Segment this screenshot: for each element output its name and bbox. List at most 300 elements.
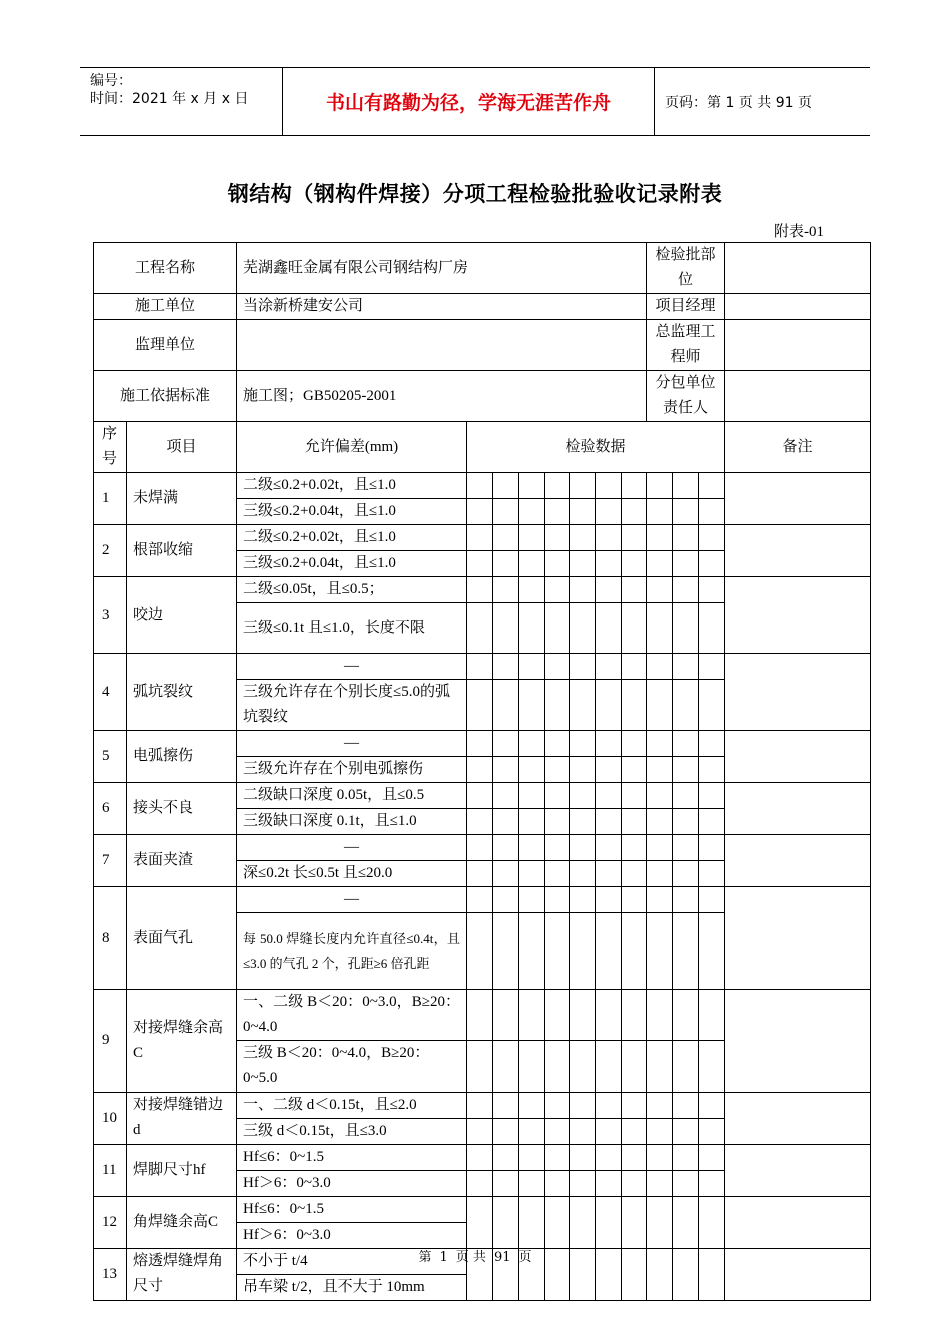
data-cell[interactable] <box>493 990 519 1041</box>
data-cell[interactable] <box>699 577 725 603</box>
data-cell[interactable] <box>647 835 673 861</box>
header-motto: 书山有路勤为径，学海无涯苦作舟 <box>282 68 655 135</box>
data-cell[interactable] <box>647 1118 673 1144</box>
data-cell[interactable] <box>545 835 570 861</box>
data-cell[interactable] <box>596 1118 622 1144</box>
data-cell[interactable] <box>647 1092 673 1118</box>
data-cell[interactable] <box>622 757 647 783</box>
data-cell[interactable] <box>622 473 647 499</box>
data-cell[interactable] <box>647 680 673 731</box>
data-cell[interactable] <box>673 473 699 499</box>
data-cell[interactable] <box>545 861 570 887</box>
data-cell[interactable] <box>467 757 493 783</box>
data-cell[interactable] <box>647 887 673 913</box>
data-cell[interactable] <box>545 499 570 525</box>
data-cell[interactable] <box>699 809 725 835</box>
footer-mid: 页 共 <box>455 1250 486 1265</box>
data-cell[interactable] <box>519 1196 545 1248</box>
data-cell[interactable] <box>545 680 570 731</box>
chief-engineer-label: 总监理工程师 <box>647 320 725 371</box>
data-cell[interactable] <box>622 525 647 551</box>
row-tolerance: 二级缺口深度 0.05t，且≤0.5 <box>237 783 467 809</box>
row-tolerance: Hf≤6：0~1.5 <box>237 1196 467 1222</box>
data-cell[interactable] <box>699 654 725 680</box>
data-cell[interactable] <box>493 551 519 577</box>
data-cell[interactable] <box>673 603 699 654</box>
data-cell[interactable] <box>647 551 673 577</box>
data-cell[interactable] <box>596 990 622 1041</box>
data-cell[interactable] <box>493 1144 519 1170</box>
row-seq: 3 <box>94 577 127 654</box>
data-cell[interactable] <box>699 499 725 525</box>
data-cell[interactable] <box>467 680 493 731</box>
data-cell[interactable] <box>519 1041 545 1092</box>
data-cell[interactable] <box>467 809 493 835</box>
data-cell[interactable] <box>467 603 493 654</box>
data-cell[interactable] <box>493 473 519 499</box>
row-item-name: 角焊缝余高C <box>127 1196 237 1248</box>
row-tolerance: — <box>237 835 467 861</box>
data-cell[interactable] <box>519 757 545 783</box>
data-cell[interactable] <box>673 757 699 783</box>
construction-unit-label: 施工单位 <box>94 294 237 320</box>
data-cell[interactable] <box>699 757 725 783</box>
data-cell[interactable] <box>519 499 545 525</box>
data-cell[interactable] <box>467 731 493 757</box>
data-cell[interactable] <box>596 913 622 990</box>
data-cell[interactable] <box>570 1041 596 1092</box>
data-cell[interactable] <box>647 783 673 809</box>
project-manager-label: 项目经理 <box>647 294 725 320</box>
data-cell[interactable] <box>622 680 647 731</box>
data-cell[interactable] <box>699 1144 725 1170</box>
row-remark[interactable] <box>725 783 871 835</box>
data-cell[interactable] <box>570 499 596 525</box>
data-cell[interactable] <box>493 913 519 990</box>
data-cell[interactable] <box>596 1170 622 1196</box>
data-cell[interactable] <box>673 861 699 887</box>
data-cell[interactable] <box>673 499 699 525</box>
data-cell[interactable] <box>467 473 493 499</box>
data-cell[interactable] <box>493 887 519 913</box>
row-item-name: 电弧擦伤 <box>127 731 237 783</box>
data-cell[interactable] <box>673 1170 699 1196</box>
data-cell[interactable] <box>673 809 699 835</box>
data-cell[interactable] <box>622 835 647 861</box>
data-cell[interactable] <box>647 1196 673 1248</box>
data-cell[interactable] <box>699 1041 725 1092</box>
data-cell[interactable] <box>545 1144 570 1170</box>
data-cell[interactable] <box>596 809 622 835</box>
data-cell[interactable] <box>596 887 622 913</box>
data-cell[interactable] <box>570 577 596 603</box>
data-cell[interactable] <box>467 1196 493 1248</box>
data-cell[interactable] <box>570 783 596 809</box>
data-cell[interactable] <box>570 680 596 731</box>
data-cell[interactable] <box>519 1118 545 1144</box>
row-remark[interactable] <box>725 1092 871 1144</box>
row-seq: 12 <box>94 1196 127 1248</box>
data-cell[interactable] <box>622 603 647 654</box>
data-cell[interactable] <box>596 499 622 525</box>
row-seq: 8 <box>94 887 127 990</box>
row-seq: 10 <box>94 1092 127 1144</box>
row-tolerance: 三级允许存在个别电弧擦伤 <box>237 757 467 783</box>
data-cell[interactable] <box>570 887 596 913</box>
data-cell[interactable] <box>673 1144 699 1170</box>
col-header-data: 检验数据 <box>467 422 725 473</box>
data-cell[interactable] <box>493 654 519 680</box>
data-cell[interactable] <box>647 757 673 783</box>
data-cell[interactable] <box>622 783 647 809</box>
data-cell[interactable] <box>673 1041 699 1092</box>
row-tolerance: — <box>237 887 467 913</box>
data-cell[interactable] <box>545 1041 570 1092</box>
data-cell[interactable] <box>545 757 570 783</box>
subcontractor-value <box>725 371 871 422</box>
inspection-row <box>94 1196 871 1222</box>
data-cell[interactable] <box>519 473 545 499</box>
data-cell[interactable] <box>647 577 673 603</box>
data-cell[interactable] <box>647 731 673 757</box>
data-cell[interactable] <box>570 809 596 835</box>
data-cell[interactable] <box>673 913 699 990</box>
data-cell[interactable] <box>673 680 699 731</box>
data-cell[interactable] <box>467 499 493 525</box>
data-cell[interactable] <box>570 551 596 577</box>
data-cell[interactable] <box>519 1170 545 1196</box>
data-cell[interactable] <box>545 525 570 551</box>
data-cell[interactable] <box>467 1144 493 1170</box>
data-cell[interactable] <box>699 1118 725 1144</box>
data-cell[interactable] <box>467 1170 493 1196</box>
supervision-unit-label: 监理单位 <box>94 320 237 371</box>
data-cell[interactable] <box>596 551 622 577</box>
row-remark[interactable] <box>725 1144 871 1196</box>
row-remark[interactable] <box>725 577 871 654</box>
data-cell[interactable] <box>570 913 596 990</box>
data-cell[interactable] <box>699 913 725 990</box>
data-cell[interactable] <box>673 1118 699 1144</box>
data-cell[interactable] <box>493 680 519 731</box>
data-cell[interactable] <box>673 1092 699 1118</box>
data-cell[interactable] <box>570 654 596 680</box>
row-seq: 7 <box>94 835 127 887</box>
col-header-seq: 序号 <box>94 422 127 473</box>
data-cell[interactable] <box>570 1170 596 1196</box>
data-cell[interactable] <box>647 1144 673 1170</box>
data-cell[interactable] <box>673 887 699 913</box>
data-cell[interactable] <box>699 783 725 809</box>
data-cell[interactable] <box>519 1092 545 1118</box>
data-cell[interactable] <box>647 473 673 499</box>
data-cell[interactable] <box>622 990 647 1041</box>
data-cell[interactable] <box>596 861 622 887</box>
data-cell[interactable] <box>519 603 545 654</box>
row-tolerance: 三级≤0.1t 且≤1.0，长度不限 <box>237 603 467 654</box>
data-cell[interactable] <box>596 731 622 757</box>
data-cell[interactable] <box>493 731 519 757</box>
data-cell[interactable] <box>622 1118 647 1144</box>
data-cell[interactable] <box>699 990 725 1041</box>
page-footer <box>0 1246 950 1265</box>
inspection-row <box>94 577 871 603</box>
data-cell[interactable] <box>596 473 622 499</box>
data-cell[interactable] <box>622 1144 647 1170</box>
data-cell[interactable] <box>570 1118 596 1144</box>
row-item-name: 未焊满 <box>127 473 237 525</box>
data-cell[interactable] <box>673 783 699 809</box>
data-cell[interactable] <box>647 499 673 525</box>
row-seq: 4 <box>94 654 127 731</box>
row-tolerance: 三级≤0.2+0.04t，且≤1.0 <box>237 551 467 577</box>
data-cell[interactable] <box>647 654 673 680</box>
data-cell[interactable] <box>596 1041 622 1092</box>
row-item-name: 对接焊缝错边d <box>127 1092 237 1144</box>
data-cell[interactable] <box>545 1092 570 1118</box>
data-cell[interactable] <box>570 1144 596 1170</box>
data-cell[interactable] <box>647 603 673 654</box>
data-cell[interactable] <box>467 654 493 680</box>
data-cell[interactable] <box>622 654 647 680</box>
row-item-name: 熔透焊缝焊角尺寸 <box>127 1248 237 1300</box>
data-cell[interactable] <box>673 577 699 603</box>
data-cell[interactable] <box>493 499 519 525</box>
data-cell[interactable] <box>545 654 570 680</box>
inspection-row <box>94 990 871 1041</box>
data-cell[interactable] <box>622 499 647 525</box>
data-cell[interactable] <box>545 1170 570 1196</box>
inspection-row <box>94 525 871 551</box>
data-cell[interactable] <box>493 603 519 654</box>
row-seq: 1 <box>94 473 127 525</box>
row-tolerance: 一、二级 B＜20：0~3.0，B≥20：0~4.0 <box>237 990 467 1041</box>
data-cell[interactable] <box>622 861 647 887</box>
row-remark[interactable] <box>725 835 871 887</box>
data-cell[interactable] <box>647 525 673 551</box>
data-cell[interactable] <box>596 654 622 680</box>
data-cell[interactable] <box>596 603 622 654</box>
data-cell[interactable] <box>673 1196 699 1248</box>
data-cell[interactable] <box>622 1196 647 1248</box>
data-cell[interactable] <box>545 731 570 757</box>
data-cell[interactable] <box>545 1118 570 1144</box>
data-cell[interactable] <box>622 1041 647 1092</box>
row-seq: 5 <box>94 731 127 783</box>
data-cell[interactable] <box>467 1092 493 1118</box>
data-cell[interactable] <box>519 525 545 551</box>
data-cell[interactable] <box>519 731 545 757</box>
data-cell[interactable] <box>570 835 596 861</box>
data-cell[interactable] <box>673 525 699 551</box>
data-cell[interactable] <box>622 551 647 577</box>
data-cell[interactable] <box>467 577 493 603</box>
data-cell[interactable] <box>493 783 519 809</box>
data-cell[interactable] <box>545 809 570 835</box>
data-cell[interactable] <box>493 1041 519 1092</box>
row-item-name: 接头不良 <box>127 783 237 835</box>
data-cell[interactable] <box>647 809 673 835</box>
data-cell[interactable] <box>596 783 622 809</box>
data-cell[interactable] <box>622 731 647 757</box>
chief-engineer-value <box>725 320 871 371</box>
data-cell[interactable] <box>570 731 596 757</box>
data-cell[interactable] <box>519 913 545 990</box>
data-cell[interactable] <box>596 525 622 551</box>
data-cell[interactable] <box>570 1196 596 1248</box>
row-tolerance: Hf＞6：0~3.0 <box>237 1170 467 1196</box>
row-tolerance: — <box>237 654 467 680</box>
row-remark[interactable] <box>725 887 871 990</box>
data-cell[interactable] <box>467 990 493 1041</box>
inspection-row <box>94 835 871 861</box>
data-cell[interactable] <box>519 835 545 861</box>
row-tolerance: 三级缺口深度 0.1t，且≤1.0 <box>237 809 467 835</box>
data-cell[interactable] <box>545 1196 570 1248</box>
data-cell[interactable] <box>545 913 570 990</box>
data-cell[interactable] <box>467 913 493 990</box>
data-cell[interactable] <box>545 887 570 913</box>
data-cell[interactable] <box>493 1170 519 1196</box>
data-cell[interactable] <box>519 577 545 603</box>
header-page-info: 页码：第 1 页 共 91 页 <box>665 94 812 111</box>
data-cell[interactable] <box>467 835 493 861</box>
data-cell[interactable] <box>467 1118 493 1144</box>
project-name-value: 芜湖鑫旺金属有限公司钢结构厂房 <box>237 243 647 294</box>
data-cell[interactable] <box>647 913 673 990</box>
data-cell[interactable] <box>570 473 596 499</box>
data-cell[interactable] <box>622 577 647 603</box>
row-remark[interactable] <box>725 1196 871 1248</box>
row-tolerance: 二级≤0.2+0.02t，且≤1.0 <box>237 473 467 499</box>
data-cell[interactable] <box>673 551 699 577</box>
data-cell[interactable] <box>493 1092 519 1118</box>
data-cell[interactable] <box>622 1170 647 1196</box>
data-cell[interactable] <box>467 861 493 887</box>
row-seq: 13 <box>94 1248 127 1300</box>
row-remark[interactable] <box>725 654 871 731</box>
row-tolerance: 二级≤0.05t，且≤0.5； <box>237 577 467 603</box>
data-cell[interactable] <box>699 551 725 577</box>
row-tolerance: 三级 d＜0.15t，且≤3.0 <box>237 1118 467 1144</box>
data-cell[interactable] <box>699 861 725 887</box>
data-cell[interactable] <box>545 783 570 809</box>
data-cell[interactable] <box>596 835 622 861</box>
row-remark[interactable] <box>725 473 871 525</box>
data-cell[interactable] <box>570 990 596 1041</box>
data-cell[interactable] <box>545 990 570 1041</box>
data-cell[interactable] <box>570 861 596 887</box>
data-cell[interactable] <box>622 887 647 913</box>
data-cell[interactable] <box>622 1092 647 1118</box>
data-cell[interactable] <box>570 525 596 551</box>
data-cell[interactable] <box>519 887 545 913</box>
data-cell[interactable] <box>519 1144 545 1170</box>
data-cell[interactable] <box>647 861 673 887</box>
data-cell[interactable] <box>647 1170 673 1196</box>
data-cell[interactable] <box>673 990 699 1041</box>
data-cell[interactable] <box>699 1196 725 1248</box>
data-cell[interactable] <box>596 1144 622 1170</box>
data-cell[interactable] <box>622 809 647 835</box>
info-row-standard <box>94 371 871 422</box>
data-cell[interactable] <box>699 525 725 551</box>
row-remark[interactable] <box>725 731 871 783</box>
data-cell[interactable] <box>545 551 570 577</box>
row-remark[interactable] <box>725 990 871 1092</box>
data-cell[interactable] <box>622 913 647 990</box>
data-cell[interactable] <box>596 757 622 783</box>
inspection-record-table <box>93 242 871 1301</box>
data-cell[interactable] <box>467 887 493 913</box>
data-cell[interactable] <box>519 783 545 809</box>
data-cell[interactable] <box>596 1092 622 1118</box>
data-cell[interactable] <box>673 731 699 757</box>
row-item-name: 咬边 <box>127 577 237 654</box>
data-cell[interactable] <box>699 835 725 861</box>
data-cell[interactable] <box>493 577 519 603</box>
data-cell[interactable] <box>467 1041 493 1092</box>
column-header-row <box>94 422 871 473</box>
data-cell[interactable] <box>596 680 622 731</box>
data-cell[interactable] <box>647 1041 673 1092</box>
data-cell[interactable] <box>699 731 725 757</box>
data-cell[interactable] <box>467 551 493 577</box>
data-cell[interactable] <box>647 990 673 1041</box>
data-cell[interactable] <box>545 577 570 603</box>
data-cell[interactable] <box>699 603 725 654</box>
data-cell[interactable] <box>673 654 699 680</box>
data-cell[interactable] <box>570 1092 596 1118</box>
project-manager-value <box>725 294 871 320</box>
data-cell[interactable] <box>596 1196 622 1248</box>
data-cell[interactable] <box>570 603 596 654</box>
data-cell[interactable] <box>570 757 596 783</box>
data-cell[interactable] <box>519 551 545 577</box>
data-cell[interactable] <box>493 861 519 887</box>
info-row-construction <box>94 294 871 320</box>
row-remark[interactable] <box>725 525 871 577</box>
data-cell[interactable] <box>493 1118 519 1144</box>
data-cell[interactable] <box>467 525 493 551</box>
data-cell[interactable] <box>493 809 519 835</box>
data-cell[interactable] <box>519 861 545 887</box>
data-cell[interactable] <box>519 990 545 1041</box>
data-cell[interactable] <box>493 835 519 861</box>
data-cell[interactable] <box>519 809 545 835</box>
data-cell[interactable] <box>467 783 493 809</box>
data-cell[interactable] <box>699 680 725 731</box>
data-cell[interactable] <box>493 757 519 783</box>
data-cell[interactable] <box>699 1092 725 1118</box>
data-cell[interactable] <box>545 473 570 499</box>
col-header-item: 项目 <box>127 422 237 473</box>
data-cell[interactable] <box>493 525 519 551</box>
data-cell[interactable] <box>493 1196 519 1248</box>
data-cell[interactable] <box>673 835 699 861</box>
data-cell[interactable] <box>519 654 545 680</box>
row-seq: 6 <box>94 783 127 835</box>
data-cell[interactable] <box>699 473 725 499</box>
info-row-project <box>94 243 871 294</box>
data-cell[interactable] <box>699 1170 725 1196</box>
data-cell[interactable] <box>519 680 545 731</box>
row-tolerance: Hf≤6：0~1.5 <box>237 1144 467 1170</box>
inspection-row <box>94 654 871 680</box>
data-cell[interactable] <box>699 887 725 913</box>
data-cell[interactable] <box>596 577 622 603</box>
data-cell[interactable] <box>545 603 570 654</box>
